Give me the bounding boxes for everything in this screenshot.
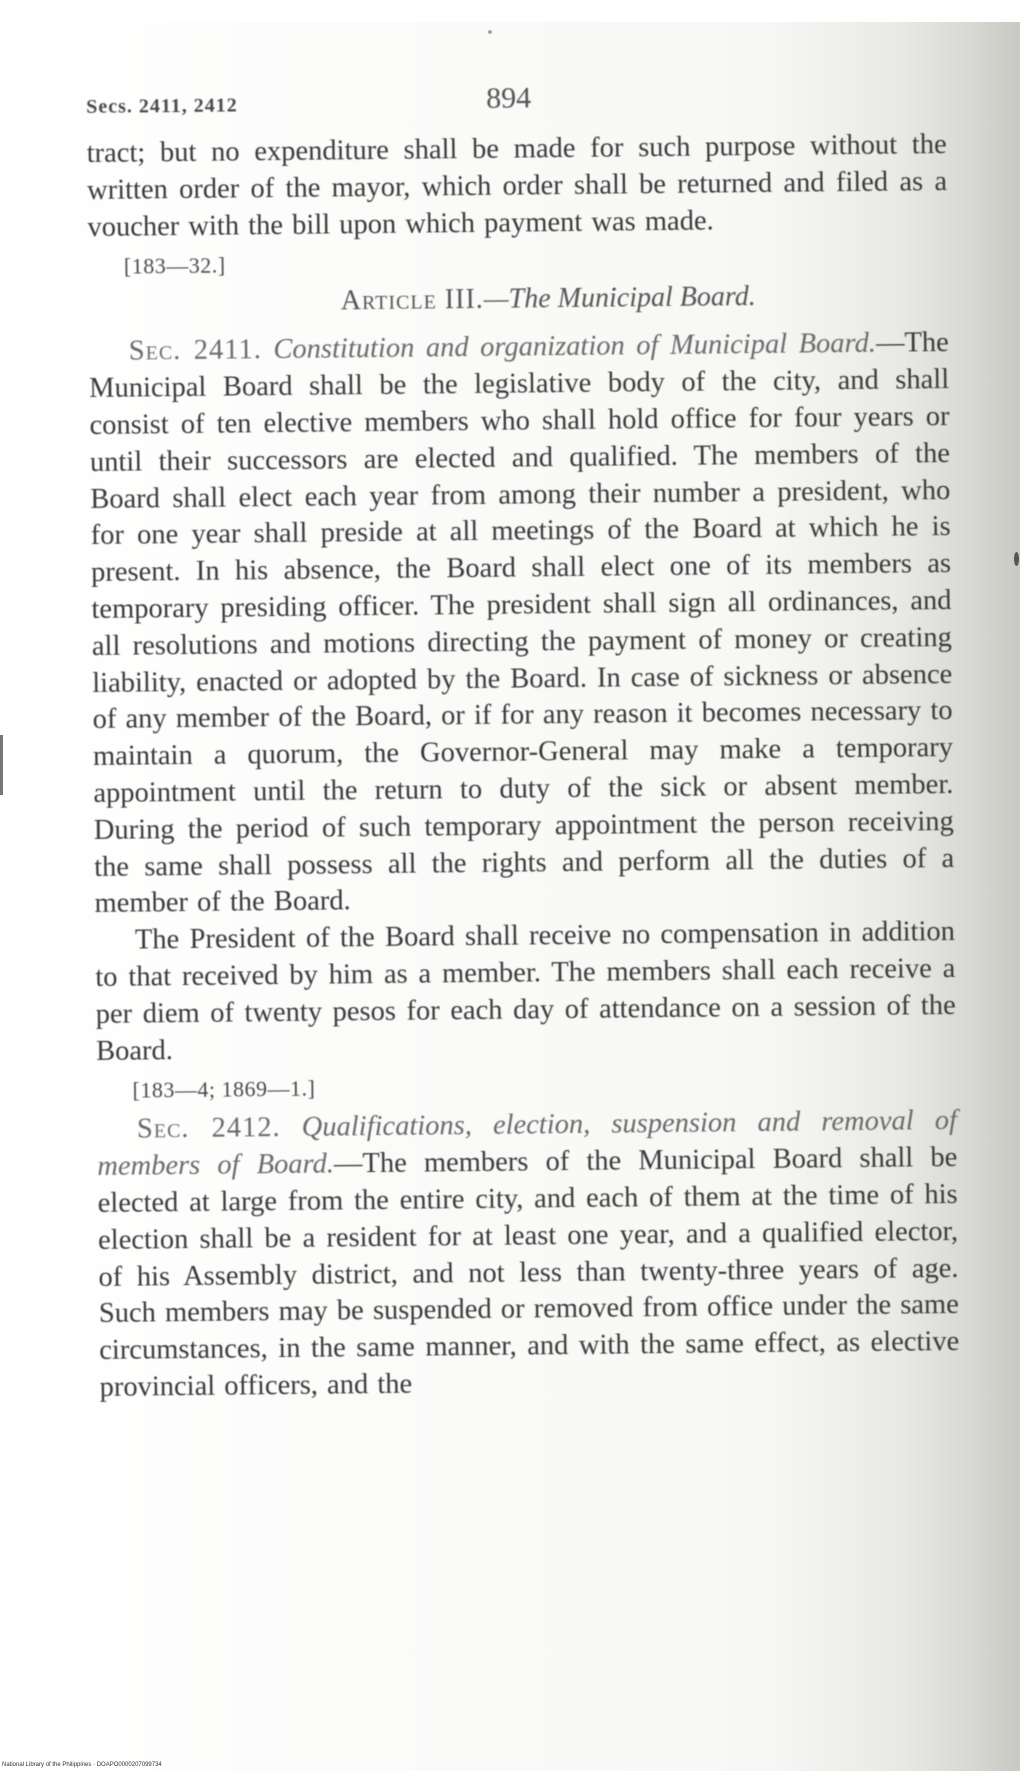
- section-title: Constitution and organization of Municipal Board.: [273, 328, 877, 366]
- scan-footer: National Library of the Philippines · DOAPO0000207099734: [2, 1762, 162, 1768]
- section-2411-paragraph: [89, 325, 955, 923]
- page-number: 894: [485, 81, 532, 115]
- scan-speck: [488, 30, 492, 34]
- running-head-sections: Secs. 2411, 2412: [86, 94, 238, 118]
- article-title: —The Municipal Board.: [483, 281, 756, 316]
- article-label: Article III.: [340, 284, 484, 317]
- section-body: —The Municipal Board shall be the legislative body of the city, and shall consist of ten elective members who shall hold office for four years or until their successors are elected and qualified. The members of the Board shall elect each year from among their number a president, who for one year shall preside at all meetings of the Board at which he is present. In his absence, the Board shall elect one of its members as temporary presiding officer. The president shall sign all ordinances, and all resolutions and motions directing the payment of money or creating liability, enacted or adopted by the Board. In case of sickness or absence of any member of the Board, or if for any reason it becomes necessary to maintain a quorum, the Governor-General may make a temporary appointment until the return to duty of the sick or absent member. During the period of such temporary appointment the person receiving the same shall possess all the rights and perform all the duties of a member of the Board.: [89, 327, 955, 920]
- citation: [183—32.]: [123, 252, 226, 280]
- page-header: [86, 77, 946, 136]
- scan-speck: [0, 735, 3, 795]
- section-title: Qualifications, election, suspension and removal of members of Board.: [97, 1105, 958, 1183]
- section-body: —The members of the Municipal Board shall be elected at large from the entire city, and each of them at the time of his election shall be a resident for at least one year, and a qualified elector, of his Assembly district, and not less than twenty-three years of age. Such members may be suspended or removed from office under the same circumstances, in the same manner, and with the same effect, as elective provincial officers, and the: [97, 1142, 960, 1403]
- section-2412-paragraph: [97, 1103, 960, 1406]
- section-2411-compensation-paragraph: The President of the Board shall receive no compensation in addition to that received by him as a member. The members shall each receive a per diem of twenty pesos for each day of attendance on a session of the Board.: [95, 916, 956, 1067]
- article-heading: [148, 279, 948, 319]
- scan-speck: [1014, 552, 1019, 566]
- citation: [183—4; 1869—1.]: [132, 1075, 316, 1103]
- document-page: [86, 77, 960, 1407]
- carryover-paragraph: tract; but no expenditure shall be made for such purpose without the written order of the mayor, which order shall be returned and filed as a voucher with the bill upon which payment was made.: [86, 128, 948, 243]
- section-number: Sec. 2412.: [136, 1112, 281, 1145]
- scan-top-margin: [0, 0, 1020, 22]
- section-number: Sec. 2411.: [128, 334, 263, 367]
